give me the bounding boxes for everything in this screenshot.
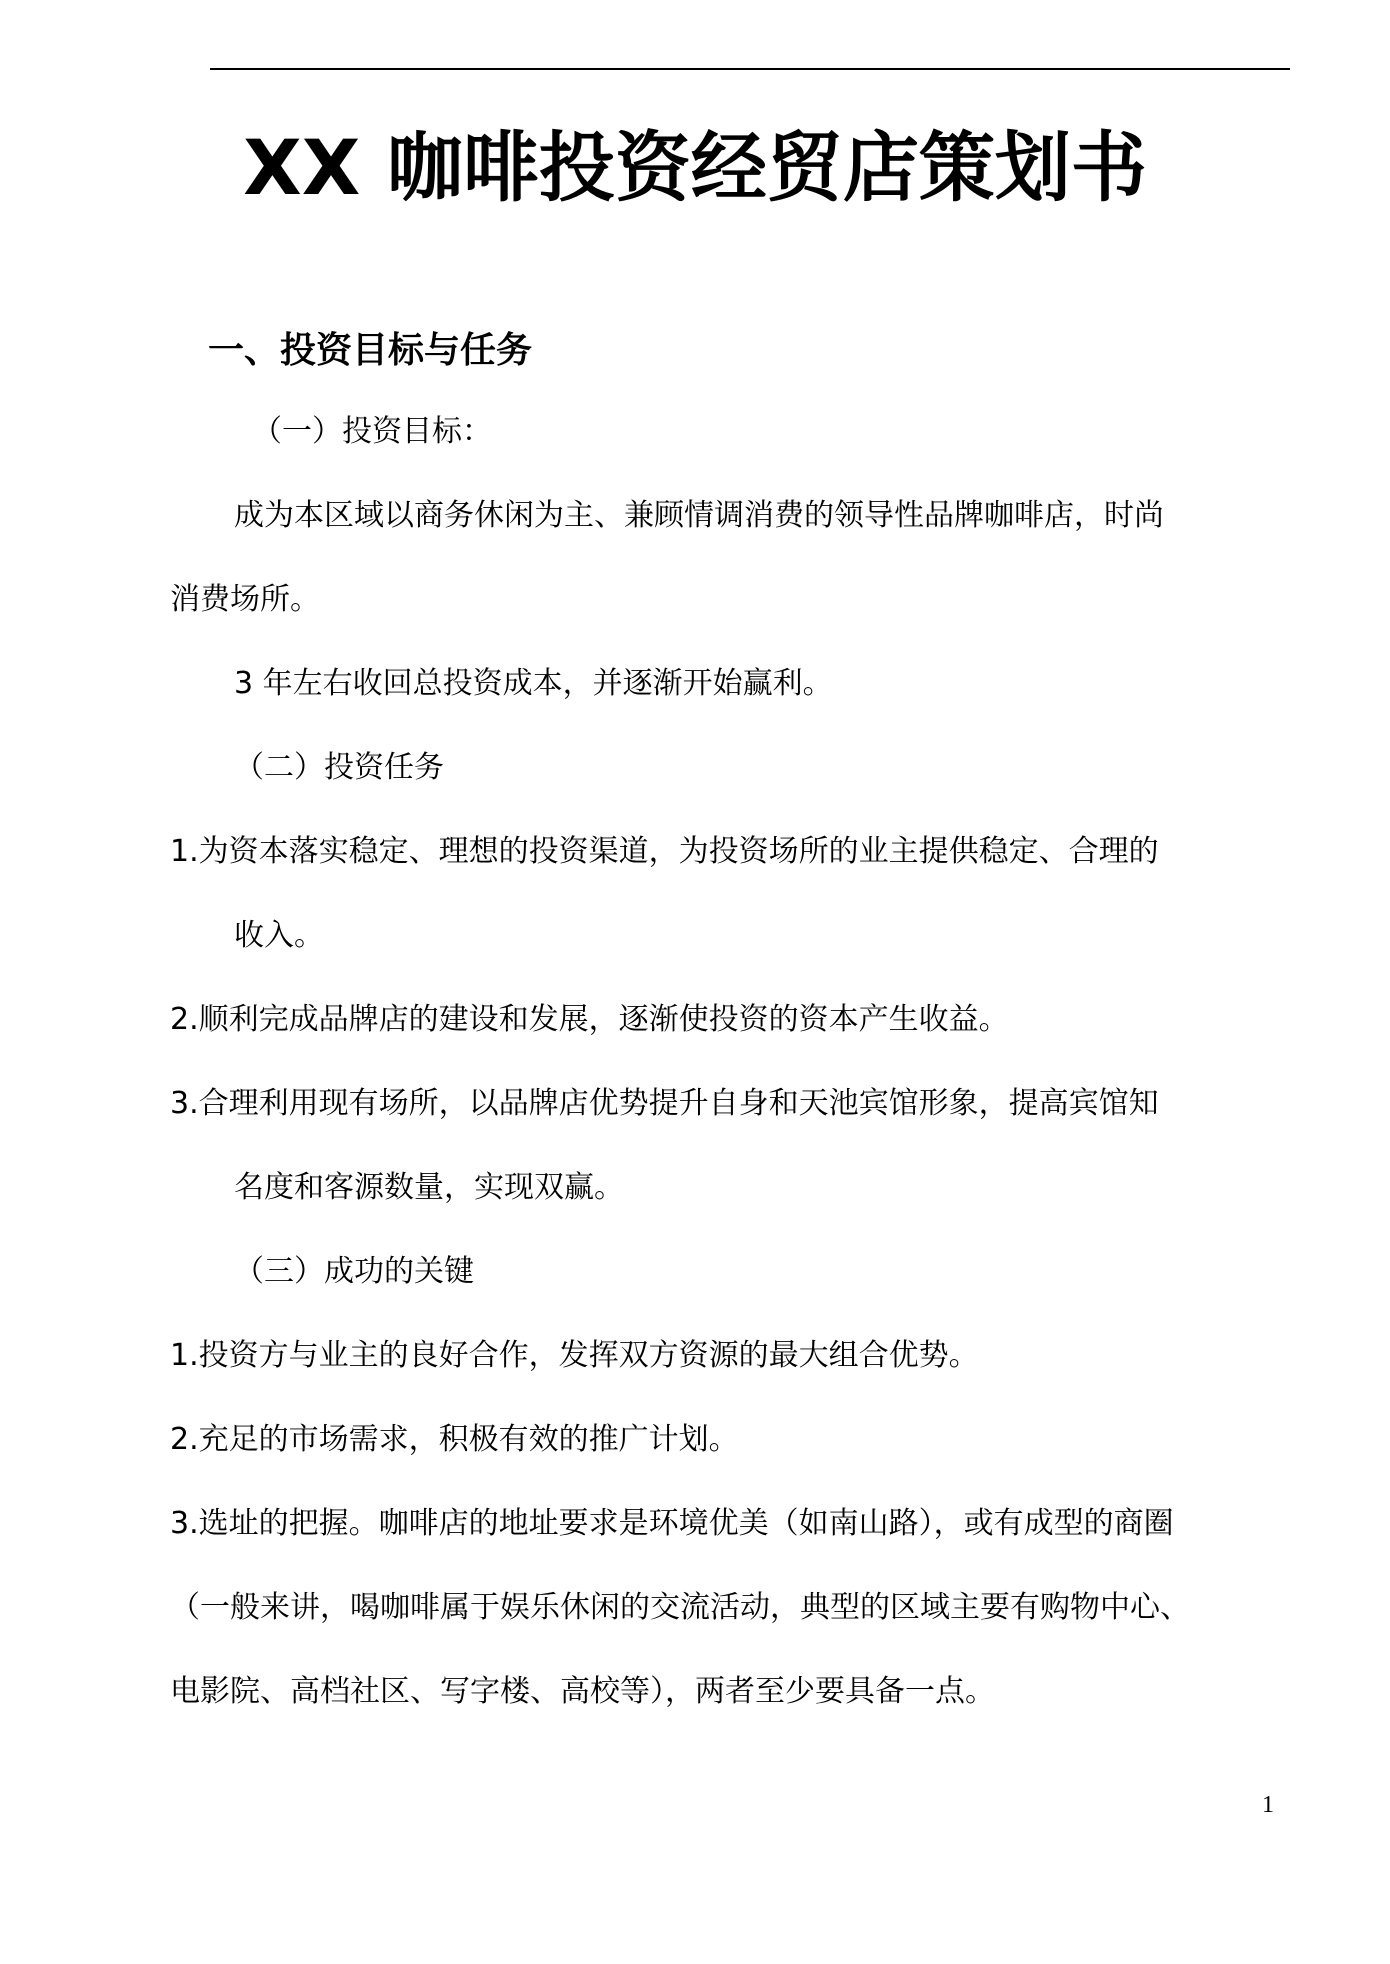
goal-paragraph-line-2: 消费场所。: [170, 582, 320, 617]
key-item-1: 1.投资方与业主的良好合作，发挥双方资源的最大组合优势。: [170, 1338, 979, 1373]
task-item-1-line-1: 1.为资本落实稳定、理想的投资渠道，为投资场所的业主提供稳定、合理的: [170, 834, 1159, 869]
task-item-3-line-2: 名度和客源数量，实现双赢。: [234, 1170, 624, 1205]
key-item-3-line-2: （一般来讲，喝咖啡属于娱乐休闲的交流活动，典型的区域主要有购物中心、: [170, 1590, 1190, 1625]
page-number: 1: [1262, 1792, 1274, 1818]
subsection-heading-goal: （一）投资目标：: [252, 414, 492, 449]
key-item-3-line-3: 电影院、高档社区、写字楼、高校等），两者至少要具备一点。: [170, 1674, 995, 1709]
task-item-1-line-2: 收入。: [234, 918, 324, 953]
key-item-3-line-1: 3.选址的把握。咖啡店的地址要求是环境优美（如南山路），或有成型的商圈: [170, 1506, 1174, 1541]
goal-paragraph-2: 3 年左右收回总投资成本，并逐渐开始赢利。: [234, 666, 833, 701]
subsection-heading-keys: （三）成功的关键: [234, 1254, 474, 1289]
header-rule: [210, 68, 1290, 70]
task-item-2: 2.顺利完成品牌店的建设和发展，逐渐使投资的资本产生收益。: [170, 1002, 1009, 1037]
document-title: XX 咖啡投资经贸店策划书: [243, 123, 1147, 212]
key-item-2: 2.充足的市场需求，积极有效的推广计划。: [170, 1422, 739, 1457]
goal-paragraph-line-1: 成为本区域以商务休闲为主、兼顾情调消费的领导性品牌咖啡店，时尚: [234, 498, 1164, 533]
section-heading: 一、投资目标与任务: [208, 330, 533, 371]
subsection-heading-task: （二）投资任务: [234, 750, 444, 785]
task-item-3-line-1: 3.合理利用现有场所，以品牌店优势提升自身和天池宾馆形象，提高宾馆知: [170, 1086, 1159, 1121]
